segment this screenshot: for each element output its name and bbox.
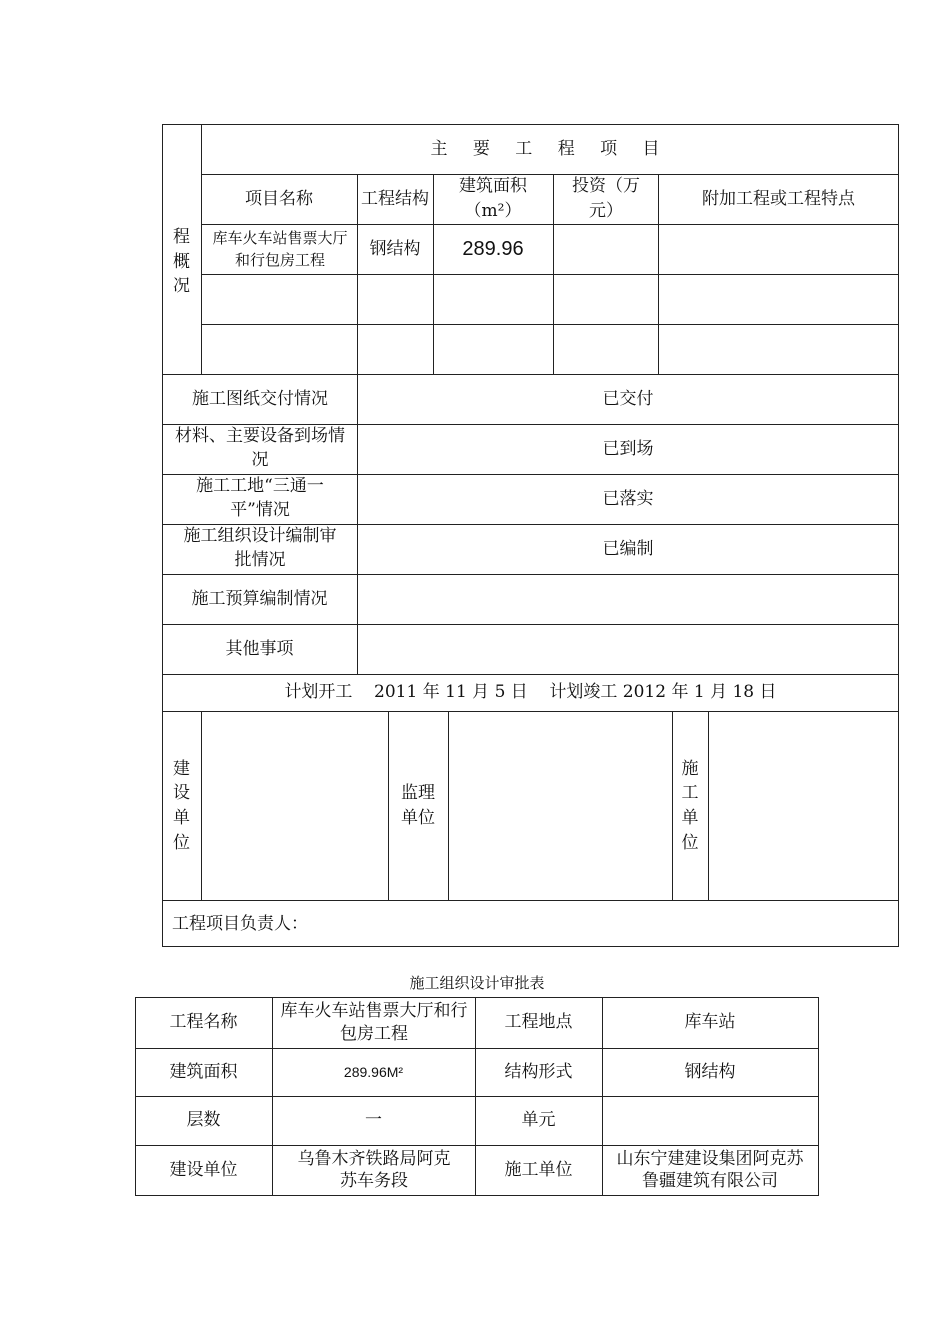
approval-table-title: 施工组织设计审批表 <box>409 974 545 993</box>
approval-value-builder: 山东宁建建设集团阿克苏鲁疆建筑有限公司 <box>616 1148 804 1191</box>
row1-structure: 钢结构 <box>369 238 421 259</box>
approval-value-unit <box>602 1096 818 1145</box>
status-value-org-design: 已编制 <box>602 538 654 559</box>
row1-investment <box>553 224 658 274</box>
header-extra: 附加工程或工程特点 <box>702 188 855 209</box>
status-label-budget: 施工预算编制情况 <box>191 588 328 609</box>
header-area: 建筑面积（m²） <box>459 176 527 221</box>
overview-side-label <box>162 124 201 375</box>
main-items-title <box>201 124 899 174</box>
header-structure: 工程结构 <box>361 188 429 209</box>
approval-value-owner: 乌鲁木齐铁路局阿克苏车务段 <box>297 1148 451 1191</box>
approval-label-owner: 建设单位 <box>169 1159 238 1180</box>
main-items-title-text: 主 要 工 程 项 目 <box>430 138 670 159</box>
status-value-site: 已落实 <box>602 488 654 509</box>
supervision-unit-signature-area <box>448 711 672 901</box>
supervision-unit-line: 监理 <box>401 783 435 804</box>
supervision-unit-line: 单位 <box>401 808 435 828</box>
construction-unit-signature-area <box>201 711 388 901</box>
status-label-materials: 材料、主要设备到场情况 <box>175 426 345 470</box>
approval-label-builder: 施工单位 <box>504 1159 573 1180</box>
construction-unit-char: 位 <box>173 832 190 853</box>
status-value-other <box>357 624 899 674</box>
status-label-org-design: 施工组织设计编制审批情况 <box>183 526 337 570</box>
side-label-char: 概 <box>173 251 190 272</box>
side-label-char: 况 <box>173 276 190 297</box>
supervision-unit-label <box>388 711 448 901</box>
side-label-char: 程 <box>173 227 190 248</box>
status-value-budget <box>357 574 899 624</box>
status-value-drawings: 已交付 <box>602 388 654 409</box>
approval-label-structure: 结构形式 <box>504 1061 573 1082</box>
construction-unit-char: 建 <box>173 758 190 779</box>
row1-project-name: 库车火车站售票大厅和行包房工程 <box>212 228 348 269</box>
construction-unit-char: 单 <box>173 808 190 828</box>
builder-unit-char: 工 <box>681 783 699 804</box>
approval-value-project-name: 库车火车站售票大厅和行包房工程 <box>280 1001 468 1044</box>
schedule-line: 计划开工 2011 年 11 月 5 日 计划竣工 2012 年 1 月 18 日 <box>284 682 777 703</box>
construction-unit-char: 设 <box>173 783 190 804</box>
status-label-drawings: 施工图纸交付情况 <box>192 388 328 409</box>
construction-unit-label <box>162 711 201 901</box>
builder-unit-char: 施 <box>681 758 699 779</box>
approval-label-area: 建筑面积 <box>169 1061 238 1082</box>
approval-label-unit: 单元 <box>521 1110 556 1131</box>
approval-label-project-name: 工程名称 <box>169 1012 238 1033</box>
approval-label-location: 工程地点 <box>504 1012 573 1033</box>
header-project-name: 项目名称 <box>245 188 313 209</box>
row1-area: 289.96 <box>462 237 524 260</box>
row1-extra <box>658 224 899 274</box>
approval-value-area: 289.96M² <box>343 1063 404 1080</box>
approval-value-structure: 钢结构 <box>684 1061 736 1082</box>
header-investment: 投资（万元） <box>572 176 640 221</box>
approval-value-location: 库车站 <box>684 1012 736 1033</box>
builder-unit-char: 位 <box>681 832 699 853</box>
builder-unit-label <box>672 711 708 901</box>
status-value-materials: 已到场 <box>602 438 654 459</box>
builder-unit-char: 单 <box>681 808 699 828</box>
approval-value-floors: 一 <box>365 1110 382 1131</box>
approval-label-floors: 层数 <box>186 1110 221 1131</box>
status-label-site: 施工工地“三通一平”情况 <box>196 476 324 520</box>
project-leader-label: 工程项目负责人： <box>172 913 308 934</box>
status-label-other: 其他事项 <box>225 638 294 659</box>
